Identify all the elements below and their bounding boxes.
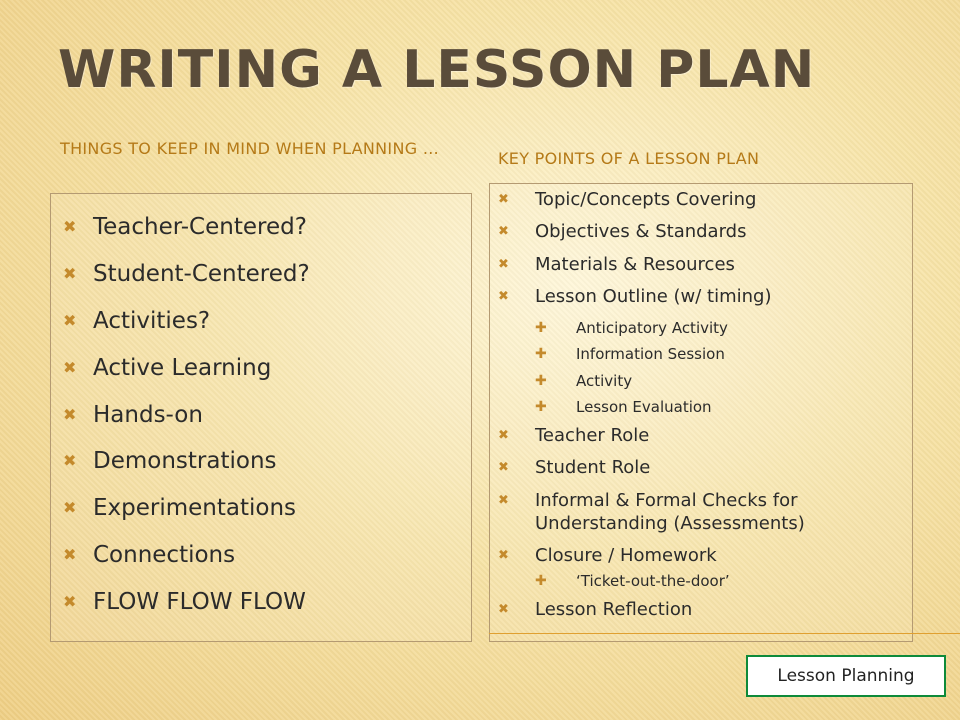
footer-label-box [746, 655, 946, 697]
list-item: ✖ Hands-on [63, 391, 310, 438]
footer-label: Lesson Planning [777, 666, 915, 686]
x-bullet-icon: ✖ [63, 264, 77, 284]
list-item: ✖ Objectives & Standards [498, 221, 747, 243]
x-bullet-icon: ✖ [63, 544, 77, 564]
list-item: ✖ Informal & Formal Checks for Understanding (Assessments) [498, 489, 805, 534]
x-bullet-icon: ✖ [498, 548, 509, 564]
x-bullet-icon: ✖ [63, 591, 77, 611]
plus-bullet-icon: ✚ [535, 346, 547, 363]
list-item: ✖ Active Learning [63, 344, 310, 391]
slide-title: WRITING A LESSON PLAN [58, 40, 816, 100]
list-item: ✖ Closure / Homework [498, 545, 717, 567]
sub-list-item: ✚ Lesson Evaluation [535, 398, 712, 417]
x-bullet-icon: ✖ [498, 256, 509, 272]
sub-list-item: ✚ ‘Ticket-out-the-door’ [535, 572, 730, 591]
x-bullet-icon: ✖ [63, 217, 77, 237]
right-content-box [489, 183, 913, 642]
x-bullet-icon: ✖ [498, 492, 509, 508]
x-bullet-icon: ✖ [498, 224, 509, 240]
x-bullet-icon: ✖ [63, 451, 77, 471]
right-bullet-list [498, 188, 908, 630]
x-bullet-icon: ✖ [63, 357, 77, 377]
x-bullet-icon: ✖ [63, 310, 77, 330]
left-bullet-list [63, 204, 310, 625]
plus-bullet-icon: ✚ [535, 573, 547, 590]
list-item: ✖ FLOW FLOW FLOW [63, 578, 310, 625]
list-item: ✖ Activities? [63, 298, 310, 345]
plus-bullet-icon: ✚ [535, 372, 547, 389]
right-section-heading: KEY POINTS OF A LESSON PLAN [498, 149, 760, 168]
plus-bullet-icon: ✚ [535, 399, 547, 416]
list-item: ✖ Experimentations [63, 485, 310, 532]
x-bullet-icon: ✖ [498, 289, 509, 305]
footer-divider [489, 633, 960, 634]
list-item: ✖ Teacher-Centered? [63, 204, 310, 251]
list-item: ✖ Connections [63, 532, 310, 579]
list-item: ✖ Topic/Concepts Covering [498, 189, 757, 210]
plus-bullet-icon: ✚ [535, 319, 547, 336]
sub-list-item: ✚ Activity [535, 371, 633, 390]
list-item: ✖ Teacher Role [498, 424, 650, 446]
x-bullet-icon: ✖ [498, 601, 509, 617]
list-item: ✖ Materials & Resources [498, 253, 735, 275]
left-content-box [50, 193, 472, 642]
list-item: ✖ Student-Centered? [63, 251, 310, 298]
left-section-heading: THINGS TO KEEP IN MIND WHEN PLANNING … [60, 139, 440, 158]
sub-list-item: ✚ Information Session [535, 345, 725, 364]
sub-list-item: ✚ Anticipatory Activity [535, 318, 728, 337]
x-bullet-icon: ✖ [63, 498, 77, 518]
list-item: ✖ Lesson Outline (w/ timing) [498, 286, 772, 308]
list-item: ✖ Demonstrations [63, 438, 310, 485]
x-bullet-icon: ✖ [498, 427, 509, 443]
x-bullet-icon: ✖ [498, 460, 509, 476]
x-bullet-icon: ✖ [63, 404, 77, 424]
list-item: ✖ Student Role [498, 457, 651, 479]
x-bullet-icon: ✖ [498, 192, 509, 207]
list-item: ✖ Lesson Reflection [498, 598, 693, 620]
